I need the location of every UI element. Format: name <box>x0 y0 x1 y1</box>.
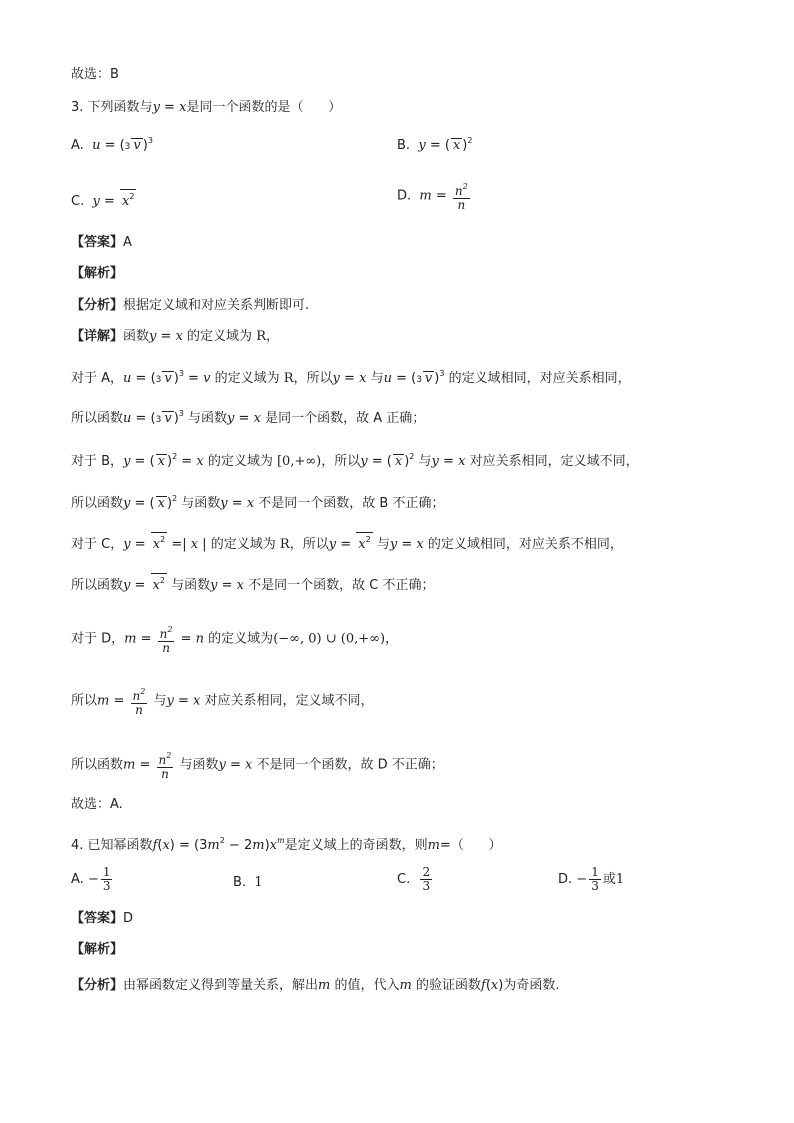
detail-line-b2: 所以函数y = ( x )$^2$ 与函数y = x 不是同一个函数，故 B 不正确； <box>71 494 445 511</box>
option-label: D. <box>558 872 573 887</box>
question-number: 4. <box>71 838 84 853</box>
text: 的验证函数 <box>415 978 481 993</box>
math-symbol: R <box>283 371 294 386</box>
text: 对于 B， <box>71 454 124 469</box>
option-label: C. <box>71 194 85 209</box>
text: 所以函数 <box>71 757 124 773</box>
text: 与函数 <box>188 411 228 426</box>
text: 不是同一个函数，故 B 不正确； <box>258 496 445 511</box>
q4-option-d: D. − $\frac{1}{3}$ 或1 <box>558 865 625 893</box>
detail-line-d: 对于 D，m = $\frac{n^2}{n}$ = n 的定义域为(−∞, 0) ∪ (0,+∞)， <box>71 625 399 655</box>
previous-answer-line <box>71 66 119 84</box>
math-symbol: m <box>427 838 440 853</box>
q3-option-c: C. $y = x^2$ <box>71 189 136 209</box>
text: 与函数 <box>171 578 211 593</box>
text: 的定义域为 <box>207 454 273 469</box>
q4-option-a: A. − $\frac{1}{3}$ <box>71 865 111 893</box>
text: 是定义域上的奇函数，则 <box>284 838 428 853</box>
answer-tag: 【答案】 <box>71 235 124 250</box>
text: 的定义域为 <box>187 329 253 344</box>
text: 对应关系相同，定义域不同， <box>469 454 639 469</box>
text: 所以 <box>71 693 98 709</box>
detail-line-a2: 所以函数u = (3 v )$^3$ 与函数y = x 是同一个函数，故 A 正确； <box>71 409 426 426</box>
answer-line-4 <box>71 910 133 928</box>
option-value: 1 <box>615 872 625 887</box>
text: 故选：A. <box>71 797 123 812</box>
text: ， <box>385 631 399 647</box>
option-value: 1 <box>254 875 263 890</box>
text: 与 <box>376 537 390 552</box>
detail-line-1: 【详解】函数y = x 的定义域为 R， <box>71 329 280 344</box>
text: 已知幂函数 <box>87 838 153 853</box>
option-label: A. <box>71 872 84 887</box>
text: 的定义域为 <box>208 631 274 647</box>
question-4-stem: 4. 已知幂函数$f(x) = (3m^2 - 2m)x^m$是定义域上的奇函数，则m=（ ） <box>71 836 502 853</box>
question-number: 3. <box>71 100 84 115</box>
detail-line-c: 对于 C，$y = x^2$ =| x | 的定义域为 R，所以$y = x^2$ 与y = x 的定义域相同，对应关系不相同， <box>71 532 623 554</box>
analysis-tag: 【解析】 <box>71 942 124 957</box>
text: 故选：B <box>71 67 119 82</box>
detail-line-c2: 所以函数$y = x^2$ 与函数y = x 不是同一个函数，故 C 不正确； <box>71 573 435 595</box>
text: ， <box>266 329 280 344</box>
text: =（ <box>439 838 464 853</box>
text: 与函数 <box>181 496 221 511</box>
detail-line-a: 对于 A，u = (3 v )$^3$ = v 的定义域为 R，所以y = x 与u = (3 v )$^3$ 的定义域相同，对应关系相同， <box>71 369 631 386</box>
detail-line-d2: 所以m = $\frac{n^2}{n}$ 与y = x 对应关系相同，定义域不同， <box>71 687 374 717</box>
option-label: C. <box>397 872 411 887</box>
fenxi-tag: 【分析】 <box>71 978 124 993</box>
option-label: D. <box>397 188 412 204</box>
text: 与 <box>370 371 384 386</box>
text: ） <box>488 838 502 853</box>
analysis-heading <box>71 265 123 283</box>
option-label: A. <box>71 138 84 153</box>
text: ） <box>328 100 342 115</box>
q3-option-a: A. u = (3 v )$^3$ <box>71 136 153 153</box>
analysis-summary <box>71 297 309 315</box>
answer-line <box>71 234 132 252</box>
option-label: B. <box>397 138 411 153</box>
detail-line-d3: 所以函数m = $\frac{n^2}{n}$ 与函数y = x 不是同一个函数，故 D 不正确； <box>71 751 444 781</box>
option-label: B. <box>233 875 247 890</box>
text: 或 <box>602 872 616 887</box>
detail-line-b: 对于 B，y = ( x )$^2$ = x 的定义域为 [0,+∞)，所以y = ( x )$^2$ 与y = x 对应关系相同，定义域不同， <box>71 452 639 469</box>
text: 对于 D， <box>71 631 125 647</box>
q4-option-c: C. $\frac{2}{3}$ <box>397 865 431 893</box>
math-symbol: R <box>256 329 266 344</box>
analysis-summary-4: 【分析】由幂函数定义得到等量关系，解出m 的值，代入m 的验证函数f(x)为奇函数. <box>71 978 560 993</box>
text: 由幂函数定义得到等量关系，解出 <box>123 978 319 993</box>
question-3-stem: 3. 下列函数与y = x是同一个函数的是（ ） <box>71 100 342 115</box>
text: 为奇函数. <box>503 978 560 993</box>
text: 所以函数 <box>71 578 124 593</box>
text: 的定义域为 <box>210 537 276 552</box>
text: 下列函数与 <box>87 100 153 115</box>
text: 是同一个函数的是（ <box>186 100 304 115</box>
q3-option-d: D. m = $\frac{n^2}{n}$ <box>397 182 468 212</box>
text: 所以函数 <box>71 411 124 426</box>
text: 与 <box>418 454 432 469</box>
text: 函数 <box>123 329 150 344</box>
text: ，所以 <box>321 454 361 469</box>
analysis-tag: 【解析】 <box>71 266 124 281</box>
text: 不是同一个函数，故 D 不正确； <box>256 757 444 773</box>
text: ，所以 <box>289 537 329 552</box>
text: 与函数 <box>179 757 219 773</box>
text: 是同一个函数，故 A 正确； <box>265 411 426 426</box>
text: 的定义域相同，对应关系相同， <box>448 371 631 386</box>
q4-option-b <box>233 875 263 890</box>
text: 的定义域为 <box>214 371 280 386</box>
text: 对应关系相同，定义域不同， <box>204 693 374 709</box>
math-symbol: R <box>279 537 290 552</box>
text: 与 <box>153 693 167 709</box>
text: 不是同一个函数，故 C 不正确； <box>248 578 435 593</box>
text: 根据定义域和对应关系判断即可. <box>123 298 310 313</box>
text: 的值，代入 <box>334 978 400 993</box>
detail-tag: 【详解】 <box>71 329 124 344</box>
answer-value: D <box>123 911 134 926</box>
text: 的定义域相同，对应关系不相同， <box>427 537 623 552</box>
text: ，所以 <box>293 371 333 386</box>
analysis-heading-4 <box>71 941 123 959</box>
answer-value: A <box>123 235 132 250</box>
text: 所以函数 <box>71 496 124 511</box>
fenxi-tag: 【分析】 <box>71 298 124 313</box>
final-answer-line <box>71 796 123 814</box>
q3-option-b: B. y = ( x )$^2$ <box>397 136 473 153</box>
answer-tag: 【答案】 <box>71 911 124 926</box>
text: 对于 A， <box>71 371 124 386</box>
text: 对于 C， <box>71 537 124 552</box>
